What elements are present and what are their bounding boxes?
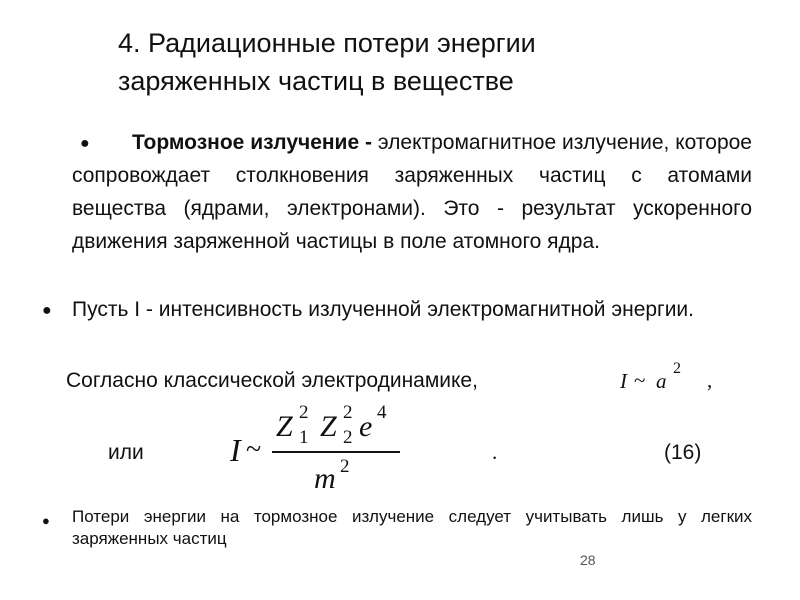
formula2-e: e <box>359 410 373 443</box>
formula2-Z1: Z <box>276 410 293 443</box>
formula1-I: I <box>620 369 627 393</box>
formula2-Z2: Z <box>320 410 337 443</box>
term-bremsstrahlung: Тормозное излучение - <box>132 131 373 154</box>
formula2-dot: . <box>492 440 498 464</box>
bullet-marker: ● <box>80 135 90 152</box>
slide-title <box>118 24 758 100</box>
formula2-m-sup: 2 <box>340 456 350 477</box>
fraction-line <box>272 451 400 453</box>
equation-number: (16) <box>664 441 702 464</box>
title-line-1: 4. Радиационные потери энергии <box>118 28 536 58</box>
bullet-paragraph-intensity: Пусть I - интенсивность излученной электромагнитной энергии. <box>72 298 695 321</box>
page-number: 28 <box>580 552 596 568</box>
formula2-Z1-sup: 2 <box>299 402 309 423</box>
formula2-sim: ~ <box>246 434 262 465</box>
formula2-I: I <box>230 432 241 468</box>
or-text: или <box>108 441 144 464</box>
formula1-comma: , <box>707 368 713 392</box>
formula2-m: m <box>314 462 336 495</box>
classic-electrodynamics-text: Согласно классической электродинамике, <box>66 369 478 392</box>
formula1-exponent: 2 <box>673 360 681 377</box>
bullet-marker: ● <box>42 513 50 528</box>
bullet-marker: ● <box>42 302 52 319</box>
bullet-paragraph-bremsstrahlung <box>72 126 752 258</box>
formula2-e-sup: 4 <box>377 402 387 423</box>
definition-text: электромагнитное излучение, которое сопровождает столкновения заряженных частиц с атомами вещества (ядрами, электронами). Это - результат ускоренного движения заряженной частицы в поле атомного ядра. <box>72 131 752 253</box>
title-line-2: заряженных частиц в веществе <box>118 66 514 96</box>
bullet-paragraph-light-particles: Потери энергии на тормозное излучение следует учитывать лишь у легких заряженных частиц <box>72 507 752 548</box>
formula2-Z2-sub: 2 <box>343 427 353 448</box>
formula2-Z2-sup: 2 <box>343 402 353 423</box>
formula2-Z1-sub: 1 <box>299 427 309 448</box>
formula1-sim: ~ <box>634 368 646 392</box>
formula1-a: a <box>656 369 667 393</box>
